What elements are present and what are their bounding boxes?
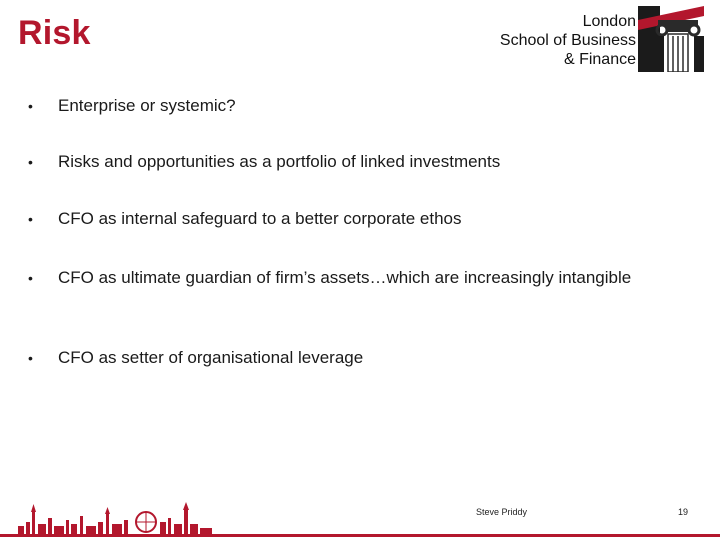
column-emblem-icon — [638, 6, 704, 72]
bullet-text: Enterprise or systemic? — [58, 96, 236, 115]
bullet-dot: • — [28, 154, 33, 170]
bullet-dot: • — [28, 270, 33, 286]
bullet-text: CFO as setter of organisational leverage — [58, 348, 364, 367]
bullet-text: CFO as internal safeguard to a better corporate ethos — [58, 209, 462, 228]
bullet-dot: • — [28, 350, 33, 366]
bullet-dot: • — [28, 98, 33, 114]
logo-line-2: School of Business — [499, 32, 636, 49]
logo-text — [500, 12, 636, 69]
page-number: 19 — [678, 507, 689, 517]
school-logo — [499, 6, 710, 76]
bullet-text: Risks and opportunities as a portfolio of linked investments — [58, 152, 501, 171]
bullet-dot: • — [28, 211, 33, 227]
bullet-text: CFO as ultimate guardian of firm’s assets…which are increasingly intangible — [58, 268, 632, 287]
logo-line-3: & Finance — [563, 51, 636, 68]
logo-line-1: London — [582, 13, 636, 30]
slide-title: Risk — [18, 14, 91, 52]
london-skyline-graphic — [0, 490, 720, 540]
footer-author: Steve Priddy — [476, 507, 528, 517]
